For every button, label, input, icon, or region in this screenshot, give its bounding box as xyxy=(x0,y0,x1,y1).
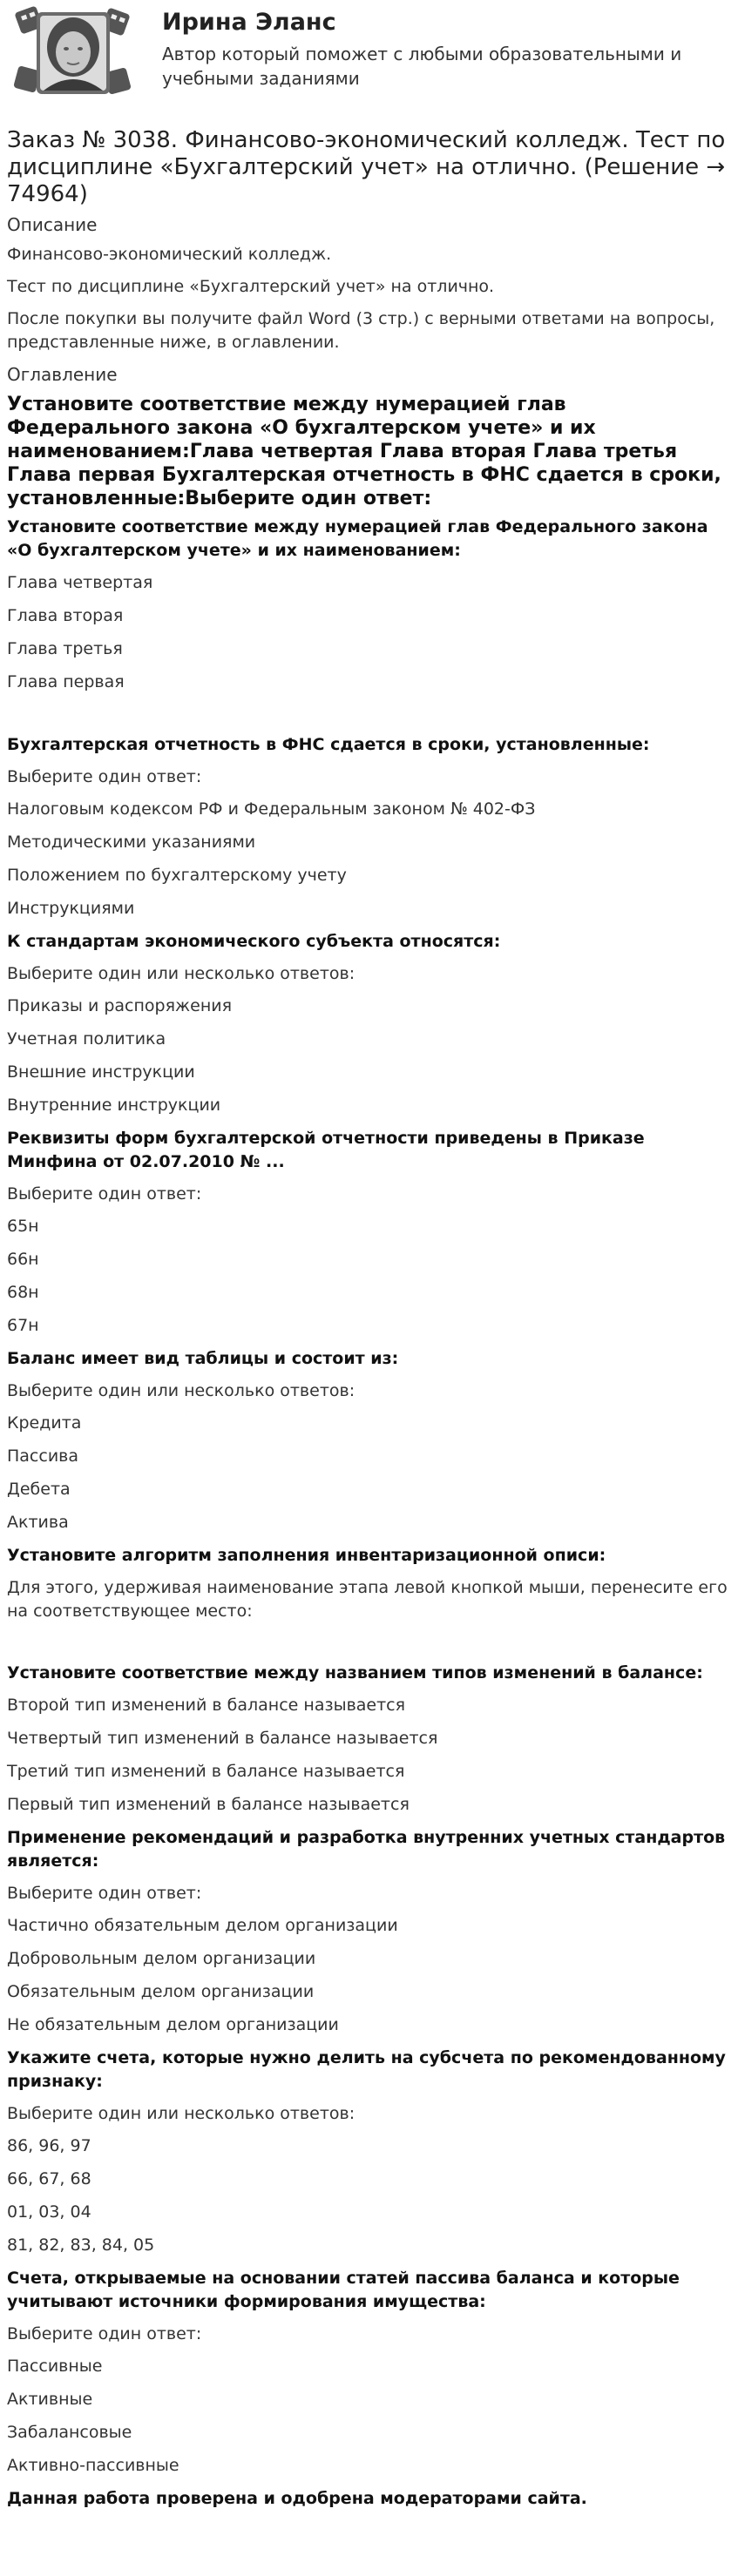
question-note: Выберите один ответ: xyxy=(7,2324,202,2343)
answer-option: Глава первая xyxy=(7,672,125,691)
answer-option: Четвертый тип изменений в балансе называется xyxy=(7,1729,438,1748)
author-name[interactable]: Ирина Эланс xyxy=(162,9,336,36)
answer-option: Первый тип изменений в балансе называется xyxy=(7,1795,410,1814)
answer-option: 86, 96, 97 xyxy=(7,2136,91,2155)
question-text: Установите соответствие между названием типов изменений в балансе: xyxy=(7,1663,703,1682)
answer-option: Активные xyxy=(7,2390,93,2409)
toc-title: Установите соответствие между нумерацией глав Федерального закона «О бухгалтерском учете» и их наименованием:Глава четвертая Глава вторая Глава третья Глава первая Бухгалтерская отчетность в ФНС сдается в сроки, установленные:Выберите один ответ: xyxy=(7,394,721,509)
answer-option: Активно-пассивные xyxy=(7,2456,179,2475)
answer-option: Добровольным делом организации xyxy=(7,1949,316,1968)
answer-option: Актива xyxy=(7,1513,69,1532)
question-note: Для этого, удерживая наименование этапа левой кнопкой мыши, перенесите его на соответствующее место: xyxy=(7,1578,728,1621)
answer-option: Пассива xyxy=(7,1446,79,1466)
question-note: Выберите один или несколько ответов: xyxy=(7,2104,355,2123)
question-text: Счета, открываемые на основании статей пассива баланса и которые учитывают источники формирования имущества: xyxy=(7,2269,680,2311)
answer-option: Кредита xyxy=(7,1413,82,1433)
answer-option: 65н xyxy=(7,1217,39,1236)
question-text: Бухгалтерская отчетность в ФНС сдается в сроки, установленные: xyxy=(7,735,650,754)
answer-option: Методическими указаниями xyxy=(7,833,256,852)
answer-option: Внешние инструкции xyxy=(7,1062,195,1082)
spacer xyxy=(7,1632,731,1662)
answer-option: Приказы и распоряжения xyxy=(7,996,233,1015)
answer-option: Глава третья xyxy=(7,639,123,658)
avatar-image xyxy=(12,3,134,101)
answer-option: Забалансовые xyxy=(7,2423,132,2442)
answer-option: Инструкциями xyxy=(7,899,135,918)
question-text: Реквизиты форм бухгалтерской отчетности приведены в Приказе Минфина от 02.07.2010 № ... xyxy=(7,1129,645,1171)
answer-option: Второй тип изменений в балансе называется xyxy=(7,1696,406,1715)
answer-option: Учетная политика xyxy=(7,1029,166,1049)
answer-option: Обязательным делом организации xyxy=(7,1982,315,2001)
question-note: Выберите один ответ: xyxy=(7,1884,202,1903)
answer-option: 66н xyxy=(7,1250,39,1269)
description-label: Описание xyxy=(7,214,98,235)
answer-option: 66, 67, 68 xyxy=(7,2169,91,2188)
toc-label: Оглавление xyxy=(7,364,118,385)
answer-option: Пассивные xyxy=(7,2357,103,2376)
answer-option: Дебета xyxy=(7,1480,71,1499)
question-text: Установите соответствие между нумерацией глав Федерального закона «О бухгалтерском учете» и их наименованием: xyxy=(7,517,708,560)
question-text: К стандартам экономического субъекта относятся: xyxy=(7,932,501,951)
description-paragraph: Тест по дисциплине «Бухгалтерский учет» на отлично. xyxy=(7,277,495,296)
question-text: Установите алгоритм заполнения инвентаризационной описи: xyxy=(7,1546,606,1565)
author-header xyxy=(7,0,731,105)
order-title: Заказ № 3038. Финансово-экономический колледж. Тест по дисциплине «Бухгалтерский учет» на отлично. (Решение → 74964) xyxy=(7,127,726,207)
answer-option: Глава четвертая xyxy=(7,573,153,592)
spacer xyxy=(7,704,731,733)
answer-option: Не обязательным делом организации xyxy=(7,2015,339,2034)
question-text: Применение рекомендаций и разработка внутренних учетных стандартов является: xyxy=(7,1828,726,1871)
author-description: Автор который поможет с любыми образовательными и учебными заданиями xyxy=(162,44,682,89)
question-text: Баланс имеет вид таблицы и состоит из: xyxy=(7,1349,399,1368)
question-note: Выберите один ответ: xyxy=(7,767,202,786)
answer-option: 01, 03, 04 xyxy=(7,2202,91,2222)
answer-option: 68н xyxy=(7,1283,39,1302)
answer-option: Внутренние инструкции xyxy=(7,1096,221,1115)
answer-option: Положением по бухгалтерскому учету xyxy=(7,866,347,885)
description-paragraph: После покупки вы получите файл Word (3 стр.) с верными ответами на вопросы, представленные ниже, в оглавлении. xyxy=(7,309,715,352)
answer-option: Налоговым кодексом РФ и Федеральным законом № 402-ФЗ xyxy=(7,799,536,819)
question-note: Выберите один или несколько ответов: xyxy=(7,964,355,983)
answer-option: Третий тип изменений в балансе называется xyxy=(7,1762,405,1781)
answer-option: 67н xyxy=(7,1316,39,1335)
moderation-note: Данная работа проверена и одобрена модераторами сайта. xyxy=(7,2489,587,2508)
avatar[interactable] xyxy=(12,3,134,101)
question-text: Укажите счета, которые нужно делить на субсчета по рекомендованному признаку: xyxy=(7,2048,726,2091)
answer-option: Глава вторая xyxy=(7,606,124,625)
answer-option: Частично обязательным делом организации xyxy=(7,1916,398,1935)
question-note: Выберите один ответ: xyxy=(7,1184,202,1204)
question-note: Выберите один или несколько ответов: xyxy=(7,1381,355,1400)
answer-option: 81, 82, 83, 84, 05 xyxy=(7,2235,155,2255)
description-paragraph: Финансово-экономический колледж. xyxy=(7,245,332,264)
